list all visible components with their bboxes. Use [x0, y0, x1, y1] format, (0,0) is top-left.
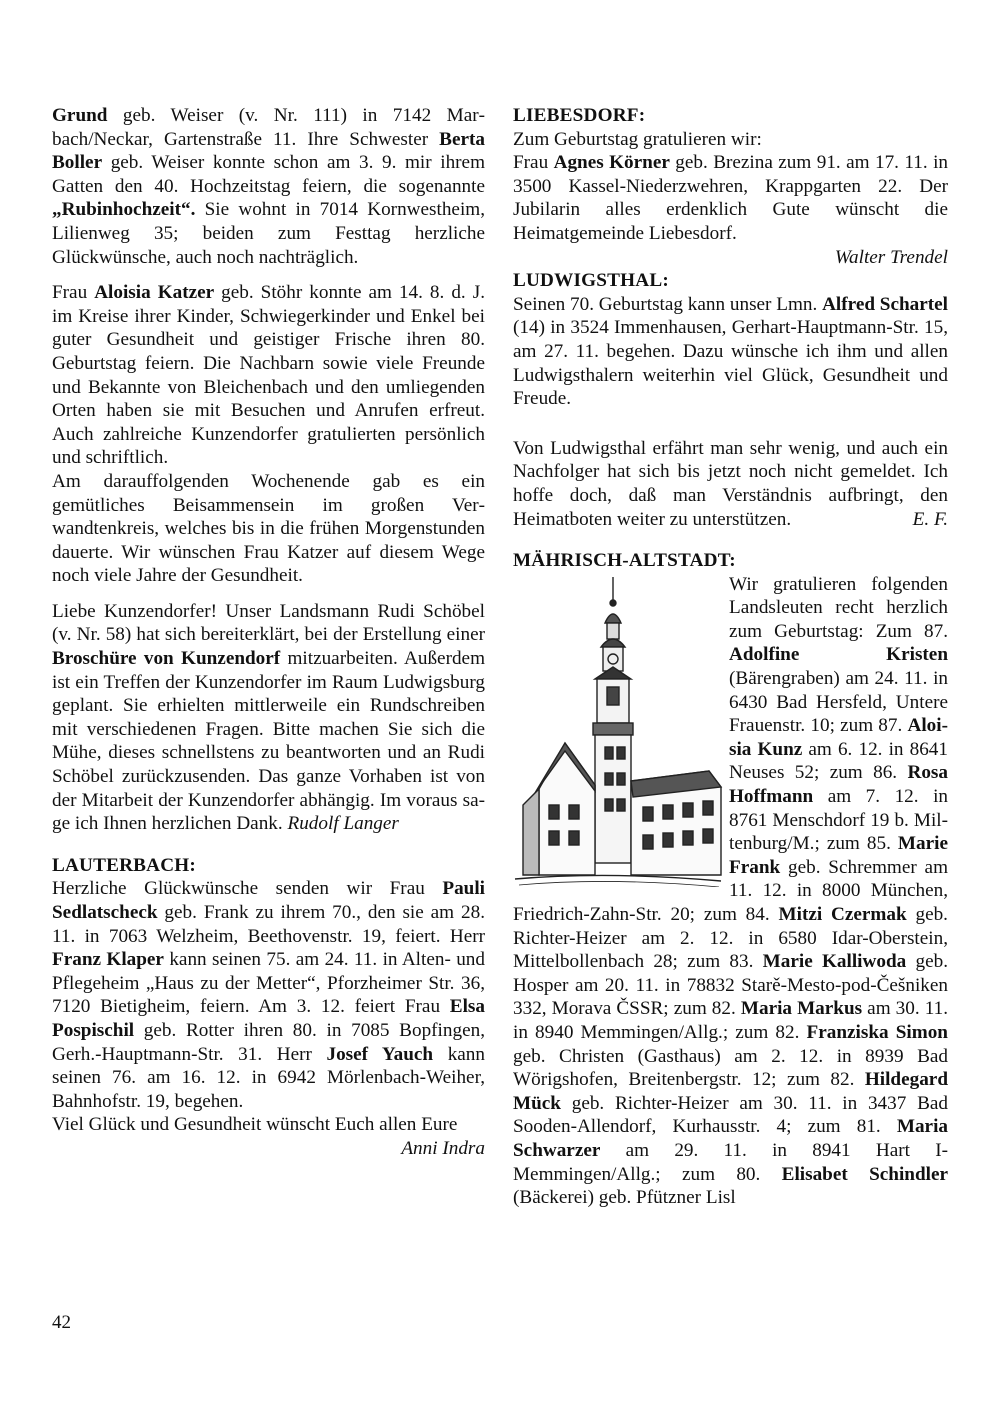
heading-liebesdorf: LIEBESDORF:	[513, 105, 646, 126]
paragraph-maehrisch-altstadt: Wir gratulieren folgenden Landsleuten recht herzlich zum Geburtstag: Zum 87. Adolfine Kristen (Bärengraben) am 24. 11. in 6430 Bad Hersfeld, Untere Frauenstr. 10; zum 87. Aloisia Kunz am 6. 12. in 8641 Neuses 52; zum 86. Rosa Hoffmann am 7. 12. in 8761 Menschdorf 19 b. Miltenburg/M.; zum 85. Marie Frank geb. Schremmer am 11. 12. in 8000 München, Friedrich-Zahn-Str. 20; zum 84. Mitzi Czermak geb. Richter-Heizer am 2. 12. in 6580 Idar-Oberstein, Mittelbollenbach 28; zum 83. Marie Kalliwoda geb. Hosper am 20. 11. in 78832 Starě-Mesto-pod-Češniken 332, Morava ČSSR; zum 82. Maria Markus am 30. 11. in 8940 Memmingen/Allg.; zum 82. Franziska Simon geb. Christen (Gasthaus) am 2. 12. in 8939 Bad Wörigshofen, Breitenbergstr. 12; zum 82. Hildegard Mück geb. Richter-Heizer am 30. 11. in 3437 Bad Sooden-Allendorf, Kurhausstr. 4; zum 81. Maria Schwarzer am 29. 11. in 8941 Hart I-Memmingen/Allg.; zum 80. Elisabet Schindler (Bäckerei) geb. Pfützner Lisl	[513, 573, 948, 1209]
name-franz-klaper: Franz Klaper	[52, 949, 164, 971]
name-agnes-koerner: Agnes Körner	[553, 152, 670, 174]
heading-ludwigsthal: LUDWIGSTHAL:	[513, 270, 669, 292]
paragraph-wochenende: Am darauffolgenden Wochenende gab es ein gemütliches Beisammensein im großen Verwandtenkreis, welches bis in die frühen Morgenstunden dauerte. Wir wünschen Frau Katzer auf diesem Wege noch viele Jahre der Gesundheit.	[52, 470, 485, 587]
name-aloisia-kunz: Aloisia Kunz	[729, 715, 948, 760]
paragraph-katzer: Frau Aloisia Katzer geb. Stöhr konnte am 14. 8. d. J. im Kreise ihrer Kinder, Schwiegerkinder und Enkel bei guter Gesundheit und geistiger Frische ihren 80. Geburtstag feiern. Die Nachbarn sowie viele Freunde und Bekannte von Bleichenbach und den umliegenden Orten haben sie mit Besuchen und Anrufen erfreut. Auch zahlreiche Kunzendorfer gratulierten persönlich und schriftlich.	[52, 282, 485, 469]
town-hall-drawing	[509, 575, 723, 887]
name-grund: Grund	[52, 105, 108, 126]
name-elsa-pospischil: Elsa Pospischil	[52, 996, 485, 1041]
paragraph-ludwigsthal-nachfolger: Von Ludwigsthal erfährt man sehr wenig, und auch ein Nachfolger hat sich bis jetzt noch nicht gemeldet. Ich hoffe doch, daß man Verständnis aufbringt, den Heimatboten weiter zu unterstützen. E. F.	[513, 437, 948, 530]
name-mitzi-czermak: Mitzi Czermak	[778, 904, 907, 925]
paragraph-broschuere: Liebe Kunzendorfer! Unser Landsmann Rudi Schöbel (v. Nr. 58) hat sich bereiterklärt, bei der Erstellung einer Broschüre von Kunzendorf mitzuarbeiten. Außerdem ist ein Treffen der Kunzendorfer im Raum Ludwigsburg geplant. Sie erhielten mittlerweile ein Rundschreiben mit verschiedenen Fragen. Bitte machen Sie sich die Mühe, dieses schnellstens zu beantworten und an Rudi Schöbel zurückzusenden. Das ganze Vorhaben ist von der Mitarbeit der Kunzendorfer abhängig. Im voraus sage ich Ihnen herzlichen Dank. Rudolf Langer	[52, 600, 485, 835]
signature-walter-trendel: Walter Trendel	[834, 246, 948, 268]
name-maria-schwarzer: Maria Schwarzer	[513, 1116, 948, 1161]
name-marie-frank: Marie Frank	[729, 833, 948, 878]
paragraph-liebesdorf-intro: Zum Geburtstag gratulieren wir:	[513, 128, 762, 150]
paragraph-lauterbach: Herzliche Glückwünsche senden wir Frau Pauli Sedlatscheck geb. Frank zu ihrem 70., den sie am 28. 11. in 7063 Welzheim, Beethovenstr. 19, feiert. Herr Franz Klaper kann seinen 75. am 24. 11. in Alten- und Pflegeheim „Haus zu der Metter“, Pforzheimer Str. 36, 7120 Bietigheim, feiern. Am 3. 12. feiert Frau Elsa Pospischil geb. Rotter ihren 80. in 7085 Bopfingen, Gerh.-Hauptmann-Str. 31. Herr Josef Yauch kann seinen 76. am 16. 12. in 6942 Mörlenbach-Weiher, Bahnhofstr. 19, begehen.	[52, 878, 485, 1112]
paragraph-grund: Grund geb. Weiser (v. Nr. 111) in 7142 Marbach/Neckar, Gartenstraße 11. Ihre Schwester Berta Boller geb. Weiser konnte schon am 3. 9. mir ihrem Gatten den 40. Hochzeitstag feiern, die sogenannte „Rubinhochzeit“. Sie wohnt in 7014 Kornwestheim, Lilienweg 35; beiden zum Festtag herzliche Glückwünsche, auch noch nachträglich.	[52, 105, 485, 268]
heading-lauterbach: LAUTERBACH:	[52, 854, 196, 876]
paragraph-liebesdorf: Frau Agnes Körner geb. Brezina zum 91. am 17. 11. in 3500 Kassel-Niederzwehren, Krappgarten 22. Der Jubilarin alles erdenklich Gute wünscht die Heimatgemeinde Liebesdorf.	[513, 152, 948, 244]
term-rubinhochzeit: „Rubinhochzeit“.	[52, 199, 196, 221]
signature-ef: E. F.	[912, 508, 948, 530]
paragraph-closing-lauterbach: Viel Glück und Gesundheit wünscht Euch allen Eure Anni Indra	[52, 1114, 485, 1159]
heading-maehrisch-altstadt: MÄHRISCH-ALTSTADT:	[513, 550, 736, 572]
name-alfred-schartel: Alfred Schartel	[822, 293, 949, 315]
paragraph-ludwigsthal: Seinen 70. Geburtstag kann unser Lmn. Alfred Schartel (14) in 3524 Immenhausen, Gerhart-Hauptmann-Str. 15, am 27. 11. begehen. Dazu wünsche ich ihm und allen Ludwigsthalern weiterhin viel Glück, Gesundheit und Freude.	[513, 293, 949, 410]
signature-anni-indra: Anni Indra	[401, 1137, 485, 1159]
signature-rudolf-langer: Rudolf Langer	[287, 813, 399, 835]
name-josef-yauch: Josef Yauch	[326, 1043, 434, 1065]
town-hall-illustration	[509, 575, 723, 887]
name-hildegard-mueck: Hildegard Mück	[513, 1069, 948, 1114]
left-column	[52, 104, 485, 1161]
right-column	[513, 104, 948, 1210]
name-aloisia-katzer: Aloisia Katzer	[94, 282, 215, 304]
page-number: 42	[52, 1312, 71, 1333]
name-rosa-hoffmann: Rosa Hoffmann	[729, 762, 948, 808]
name-marie-kalliwoda: Marie Kalliwoda	[762, 951, 907, 973]
name-franziska-simon: Franziska Simon	[806, 1021, 948, 1043]
name-maria-markus: Maria Markus	[740, 998, 863, 1020]
name-pauli-sedlatscheck: Pauli Sedlatscheck	[52, 878, 485, 923]
name-elisabet-schindler: Elisabet Schindler	[781, 1163, 948, 1185]
name-berta-boller: Berta Boller	[52, 128, 485, 174]
name-adolfine-kristen: Adolfine Kristen	[729, 644, 948, 666]
term-broschuere: Broschüre von Kunzendorf	[52, 648, 281, 670]
